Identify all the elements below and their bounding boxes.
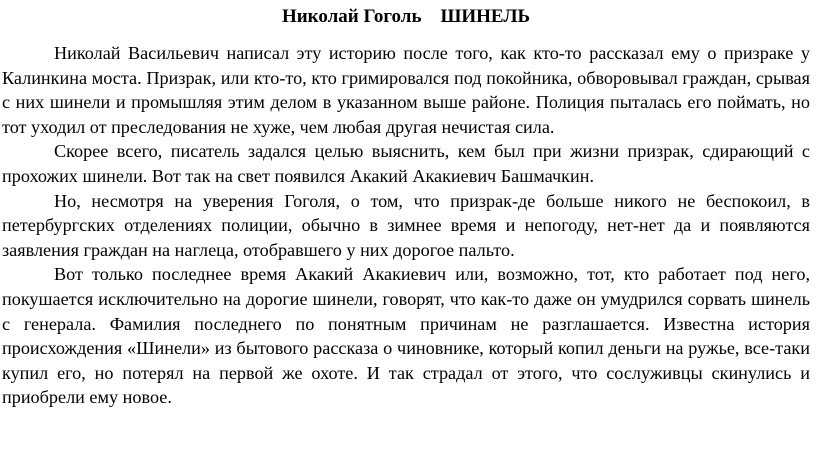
document-title: Николай Гоголь ШИНЕЛЬ: [281, 6, 531, 27]
paragraph-3: Но, несмотря на уверения Гоголя, о том, что призрак-де больше никого не беспокоил, в петербургских отделениях полиции, обычно в зимнее время и непогоду, нет-нет да и появляются заявления граждан на наглеца, отобравшего у них дорогое пальто.: [2, 190, 810, 260]
paragraph-2: Скорее всего, писатель задался целью выяснить, кем был при жизни призрак, сдирающий с прохожих шинели. Вот так на свет появился Акакий Акакиевич Башмачкин.: [2, 141, 810, 186]
paragraph-4: Вот только последнее время Акакий Акакиевич или, возможно, тот, кто работает под него, покушается исключительно на дорогие шинели, говорят, что как-то даже он умудрился сорвать шинель с генерала. Фамилия последнего по понятным причинам не разглашается. Известна история происхождения «Шинели» из бытового рассказа о чиновнике, который копил деньги на ружье, все-таки купил его, но потерял на первой же охоте. И так страдал от этого, что сослуживцы скинулись и приобрели ему новое.: [2, 264, 810, 408]
paragraph-1: Николай Васильевич написал эту историю после того, как кто-то рассказал ему о призраке у Калинкина моста. Призрак, или кто-то, кто гримировался под покойника, обворовывал граждан, срывая с них шинели и промышляя этим делом в указанном выше районе. Полиция пыталась его поймать, но тот уходил от преследования не хуже, чем любая другая нечистая сила.: [2, 43, 810, 137]
